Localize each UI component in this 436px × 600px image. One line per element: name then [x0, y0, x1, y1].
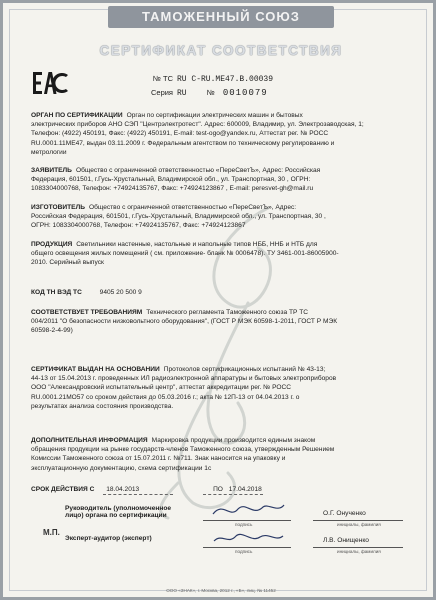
expert-label: Эксперт-аудитор (эксперт) — [65, 535, 152, 542]
certificate-number: № ТС RU C-RU.ME47.B.00039 — [152, 74, 274, 84]
expert-signature-line — [203, 547, 291, 548]
expert-name-caption: инициалы, фамилия — [337, 549, 381, 554]
validity-from-underline — [103, 494, 173, 495]
expert-name-line — [313, 547, 403, 548]
head-name-caption: инициалы, фамилия — [337, 522, 381, 527]
tnved-code-section: КОД ТН ВЭД ТС 9405 20 500 9 — [31, 289, 142, 296]
validity-to-underline — [203, 494, 263, 495]
head-signature-caption: подпись — [235, 522, 253, 527]
expert-signature-caption: подпись — [235, 549, 253, 554]
head-signature-line — [203, 520, 291, 521]
head-name-line — [313, 520, 403, 521]
head-signature-icon — [208, 499, 288, 521]
eac-logo-icon — [31, 69, 71, 99]
expert-name: Л.В. Онищенко — [323, 537, 369, 544]
product-section: ПРОДУКЦИЯ Светильники настенные, настольные и напольные типов НББ, ННБ и НТБ для общего освещения жилых помещений ( см. приложение- бланк № 0006478). ТУ 3461-001-86005900- 2010. Серийный выпуск — [31, 241, 339, 267]
manufacturer-section: ИЗГОТОВИТЕЛЬ Общество с ограниченной ответственностью «ПереСветЪ», Адрес: Российская Федерация, 601501, г.Гусь-Хрустальный, Владимирской обл., ул. Транспортная, 30 , ОГРН: 1083304000768, Телефон: +74924135767, Факс: +74924123867 — [31, 204, 326, 230]
document-title: СЕРТИФИКАТ СООТВЕТСТВИЯ — [99, 43, 343, 58]
certificate-series: Серия RU № 0010079 — [150, 88, 268, 98]
additional-info-section: ДОПОЛНИТЕЛЬНАЯ ИНФОРМАЦИЯ Маркировка продукции производится единым знаком обращения продукции на рынке государств-членов Таможенного союза, утвержденным Решением Комиссии Таможенного союза от 15.07.2011 г. №711. Знак наносится на упаковку и эксплуатационную документацию, схема сертификации 1с — [31, 437, 335, 472]
stamp-placeholder: М.П. — [43, 528, 60, 537]
expert-signature-icon — [208, 527, 288, 549]
applicant-section: ЗАЯВИТЕЛЬ Общество с ограниченной ответственностью «ПереСветЪ», Адрес: Российская Федерация, 601501, г.Гусь-Хрустальный, Владимирской обл., ул. Транспортная, 30 , ОГРН: 1083304000768, Телефон: +74924135767, Факс: +74924123867 , E-mail: peresvet-gh@mail.ru — [31, 167, 321, 193]
validity-section: СРОК ДЕЙСТВИЯ С 18.04.2013 ПО 17.04.2018 — [31, 486, 262, 493]
head-signatory-name: О.Г. Онученко — [323, 510, 366, 517]
printer-footer: ООО «ЗНАК», г. Москва, 2012 г., «Б», лиц. № 11452 — [166, 588, 276, 593]
conformity-section: СООТВЕТСТВУЕТ ТРЕБОВАНИЯМ Технического регламента Таможенного союза ТР ТС 004/2011 "О безопасности низковольтного оборудования", (ГОСТ Р МЭК 60598-1-2011, ГОСТ Р МЭК 60598-2-4-99) — [31, 309, 338, 335]
certification-body-section: ОРГАН ПО СЕРТИФИКАЦИИ Орган по сертификации электрических машин и бытовых электрических приборов АНО СЭП "Центрэлектротест". Адрес: 600009, Владимир, ул. Электрозаводская, 1; Телефон: (4922) 450191, Факс: (4922) 450191, E-mail: test-ogo@yandex.ru, Аттестат рег. № РОСС RU.0001.11ME47, выдан 03.11.2009 г. Федеральным агентством по техническому регулированию и метрологии — [31, 112, 364, 156]
head-signatory-label: Руководитель (уполномоченное лицо) органа по сертификации — [65, 505, 172, 519]
customs-union-banner: ТАМОЖЕННЫЙ СОЮЗ — [108, 6, 334, 28]
basis-section: СЕРТИФИКАТ ВЫДАН НА ОСНОВАНИИ Протоколов сертификационных испытаний № 43-13; 44-13 от 15.04.2013 г. проведенных ИЛ радиоэлектронной аппаратуры и бытовых электроприборов ООО "Александровский испытательный центр", аттестат аккредитации рег. № РОСС RU.0001.21МО57 со сроком действия до 05.03.2016 г.; акта № 12П-13 от 04.04.2013 г. о результатах анализа состояния производства. — [31, 366, 337, 410]
